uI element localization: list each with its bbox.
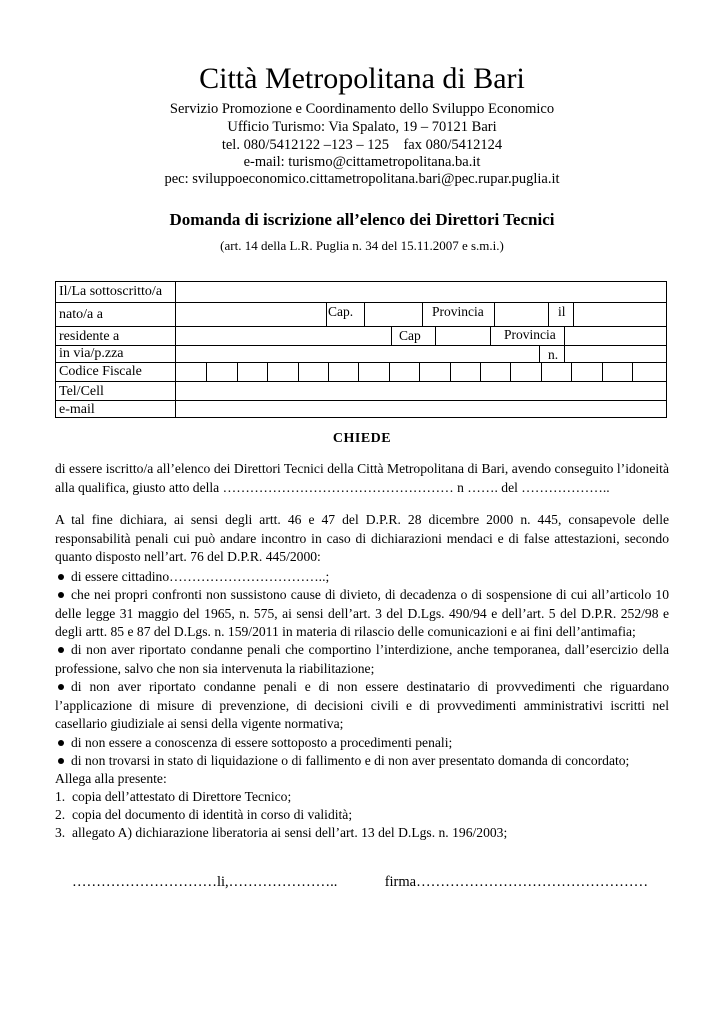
codice-fiscale-box[interactable] — [510, 362, 540, 381]
bullet-icon — [58, 740, 64, 746]
declaration-item: di non trovarsi in stato di liquidazione o di fallimento e di non aver presentato domanda di concordato; — [55, 752, 669, 771]
codice-fiscale-box[interactable] — [602, 362, 632, 381]
header-line-department: Servizio Promozione e Coordinamento dello Sviluppo Economico — [169, 101, 555, 117]
birthplace-field[interactable] — [176, 303, 326, 326]
attachment-item: 2. copia del documento di identità in corso di validità; — [55, 807, 353, 822]
attachments-intro: Allega alla presente: — [55, 771, 167, 786]
declaration-item: di non aver riportato condanne penali che comportino l’interdizione, anche temporanea, dall’esercizio della professione, salvo che non sia intervenuta la riabilitazione; — [55, 642, 669, 676]
codice-fiscale-box[interactable] — [419, 362, 449, 381]
declaration-intro: A tal fine dichiara, ai sensi degli artt. 46 e 47 del D.P.R. 28 dicembre 2000 n. 445, consapevole delle responsabilità penali cui può andare incontro in caso di dichiarazioni mendaci e di false attestazioni, secondo quanto disposto nell’art. 76 del D.P.R. 445/2000: — [55, 512, 669, 564]
codice-fiscale-box[interactable] — [176, 362, 206, 381]
attachment-item: 3. allegato A) dichiarazione liberatoria ai sensi dell’art. 13 del D.Lgs. n. 196/2003; — [55, 825, 508, 840]
declaration-item: di essere cittadino……………………………..; — [55, 568, 669, 587]
document-subtitle: (art. 14 della L.R. Puglia n. 34 del 15.11.2007 e s.m.i.) — [220, 238, 504, 253]
bullet-icon — [58, 647, 64, 653]
signature-line — [72, 874, 648, 891]
codice-fiscale-box[interactable] — [389, 362, 419, 381]
label-residente-a: residente a — [59, 329, 120, 344]
birth-provincia-field[interactable] — [495, 303, 548, 326]
header-line-office: Ufficio Turismo: Via Spalato, 19 – 70121 Bari — [227, 119, 497, 135]
document-title: Domanda di iscrizione all’elenco dei Direttori Tecnici — [169, 210, 555, 229]
birth-cap-label: Cap. — [328, 304, 354, 319]
label-nato-a: nato/a a — [59, 307, 103, 322]
bullet-icon — [58, 758, 64, 764]
birth-cap-field[interactable] — [365, 303, 422, 326]
label-sottoscritto: Il/La sottoscritto/a — [59, 284, 163, 299]
birth-date-label: il — [558, 304, 566, 319]
codice-fiscale-box[interactable] — [298, 362, 328, 381]
res-provincia-field[interactable] — [565, 327, 667, 345]
place-date-field[interactable]: …………………………li,………………….. — [72, 874, 338, 890]
declaration-item: di non aver riportato condanne penali e di non essere destinatario di provvedimenti che riguardano l’applicazione di misure di prevenzione, di decisioni civili e di provvedimenti amministrativi iscritti nel casellario giudiziale ai sensi della vigente normativa; — [55, 679, 669, 731]
registration-form-table — [55, 281, 667, 418]
codice-fiscale-box[interactable] — [480, 362, 510, 381]
codice-fiscale-box[interactable] — [267, 362, 297, 381]
res-cap-label: Cap — [399, 328, 421, 343]
street-number-label: n. — [548, 347, 559, 362]
bullet-icon — [58, 592, 64, 598]
codice-fiscale-box[interactable] — [541, 362, 571, 381]
street-number-field[interactable] — [565, 346, 667, 362]
res-provincia-label: Provincia — [504, 327, 556, 342]
sottoscritto-field[interactable] — [176, 282, 667, 302]
codice-fiscale-box[interactable] — [328, 362, 358, 381]
signature-field[interactable]: firma………………………………………… — [384, 874, 649, 890]
header-line-pec: pec: sviluppoeconomico.cittametropolitana.bari@pec.rupar.puglia.it — [164, 171, 560, 187]
bullet-icon — [58, 574, 64, 580]
attachment-item: 1. copia dell’attestato di Direttore Tecnico; — [55, 789, 292, 804]
codice-fiscale-box[interactable] — [237, 362, 267, 381]
codice-fiscale-box[interactable] — [450, 362, 480, 381]
header-line-email: e-mail: turismo@cittametropolitana.ba.it — [243, 154, 481, 170]
header-title: Città Metropolitana di Bari — [199, 62, 525, 95]
residence-field[interactable] — [176, 327, 391, 345]
codice-fiscale-box[interactable] — [206, 362, 236, 381]
email-input-field[interactable] — [176, 401, 667, 418]
birth-provincia-label: Provincia — [432, 304, 484, 319]
label-via: in via/p.zza — [59, 346, 124, 361]
header-line-phone: tel. 080/5412122 –123 – 125 fax 080/5412124 — [221, 137, 503, 153]
declaration-item: di non essere a conoscenza di essere sottoposto a procedimenti penali; — [55, 734, 669, 753]
bullet-icon — [58, 684, 64, 690]
tel-cell-field[interactable] — [176, 382, 667, 400]
res-cap-field[interactable] — [436, 327, 490, 345]
label-email: e-mail — [59, 402, 95, 417]
codice-fiscale-box[interactable] — [571, 362, 601, 381]
label-tel-cell: Tel/Cell — [59, 384, 104, 399]
street-field[interactable] — [176, 346, 539, 362]
label-codice-fiscale: Codice Fiscale — [59, 364, 142, 379]
declaration-item: che nei propri confronti non sussistono cause di divieto, di decadenza o di sospensione di cui all’articolo 10 delle legge 31 maggio del 1965, n. 575, ai sensi dell’art. 3 del D.Lgs. 490/94 e dell’art. 5 del D.P.R. 252/98 e degli artt. 85 e 87 del D.Lgs. n. 159/2011 in materia di rilascio delle comunicazioni e ai fini dell’antimafia; — [55, 587, 669, 639]
birth-date-field[interactable] — [574, 303, 667, 326]
codice-fiscale-box[interactable] — [358, 362, 388, 381]
codice-fiscale-box[interactable] — [632, 362, 662, 381]
chiede-heading: CHIEDE — [332, 431, 392, 446]
request-paragraph: di essere iscritto/a all’elenco dei Direttori Tecnici della Città Metropolitana di Bari, avendo conseguito l’idoneità alla qualifica, giusto atto della …………………………………………… n ……. del ……………….. — [55, 461, 669, 495]
